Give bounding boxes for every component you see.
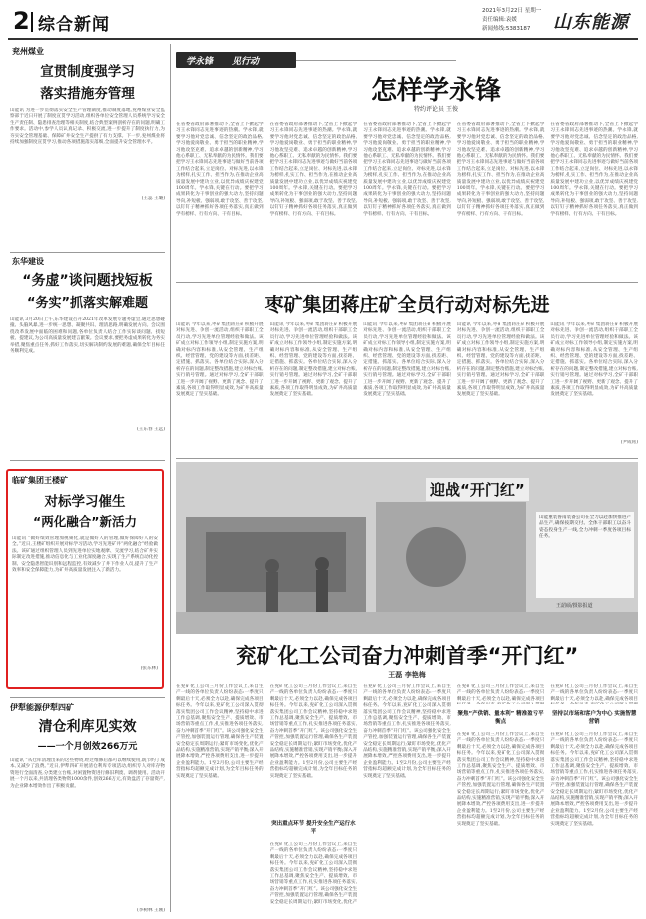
feature-banner-title: 迎战“开门红”: [426, 478, 529, 501]
column-body-text: 在省委省政府部署推动下,全省上下掀起学习王永锋同志先进事迹的热潮。学永锋,就要学习他对党忠诚、信念坚定的政治品格,学习他爱岗敬业、勇于担当的职业精神,学习他攻坚克难、追求卓越的创新精神,学习他心系职工、无私奉献的为民情怀。我们要把学习王永锋同志先进事迹与做好当前各项工作结合起来,立足岗位、对标先进,以永锋为榜样,扎实工作、担当作为,在推动企业高质量发展中建功立业,以优异成绩庆祝建党100周年。学永锋,关键在行动。要把学习成果转化为干事创业的强大动力,坚持问题导向,补短板、强弱项,敢于攻坚、善于攻坚,以钉钉子精神抓好各项任务落实,真正做到学有榜样、行有方向、干有目标。: [269, 122, 358, 217]
story-headline-line1: 清仓利库见实效: [38, 719, 137, 735]
story-byline: (王蕊 王璐): [141, 196, 165, 201]
story-body: 山能讯 为进一步贯彻落实安全生产管理制度,推动制度落地,兖州煤业安全监察部于近日开展了制度宣贯学习活动,组织各单位安全管理人员系统学习安全生产责任制、隐患排查治理等相关制度,结合典型案例剖析存在的问题,明确工作要求。活动中,参学人员认真记录、积极交流,进一步提升了制度执行力,为夯实安全管理基础、保障矿井安全生产提供了有力支撑。下一步,兖州煤业将持续加强制度宣贯学习,推动各项措施落实落细,全面提升安全管理水平。: [10, 108, 165, 146]
column-body-text: 在省委省政府部署推动下,全省上下掀起学习王永锋同志先进事迹的热潮。学永锋,就要学习他对党忠诚、信念坚定的政治品格,学习他爱岗敬业、勇于担当的职业精神,学习他攻坚克难、追求卓越的创新精神,学习他心系职工、无私奉献的为民情怀。我们要把学习王永锋同志先进事迹与做好当前各项工作结合起来,立足岗位、对标先进,以永锋为榜样,扎实工作、担当作为,在推动企业高质量发展中建功立业,以优异成绩庆祝建党100周年。学永锋,关键在行动。要把学习成果转化为干事创业的强大动力,坚持问题导向,补短板、强弱项,敢于攻坚、善于攻坚,以钉钉子精神抓好各项任务落实,真正做到学有榜样、行有方向、干有目标。: [550, 122, 638, 217]
right-divider-1: [176, 282, 638, 283]
feature-column-2: [270, 684, 358, 904]
story-headline-line2: 落实措施夯管理: [40, 86, 135, 102]
feature-column-3: [363, 684, 451, 904]
column-byline: 特约评论员 王俊: [414, 106, 458, 113]
story-body: 山能讯 “做好绩效管理加视频化,就是做好人的管理,做好保障好人的安全。”近日,王楼矿组织开展对标学习活动,学习先进矿井“两化融合”经验做法。该矿通过组织管理人员到先进单位实地观摩、交流学习,结合矿井实际制定改进措施,推动信息化与工业化深度融合,实现了生产系统自动化控制、安全隐患智能识别和远程监控,有效减少了井下作业人员,提升了生产效率和安全保障能力,为矿井高质量发展注入了新活力。: [12, 536, 158, 574]
section-title: 综合新闻: [38, 15, 110, 35]
feature-body-text: 在兖矿化工公司三月份工作会议上,来自生产一线的各单位负责人纷纷表态:一季度只剩最后十天,必须全力以赴,确保完成各项目: [456, 684, 545, 702]
story-body: 山能讯 今年以来,枣矿集团蒋庄矿积极开展对标先进、争创一流活动,组织干部职工全员行动,学习先进单位管理经验和做法。该矿成立对标工作领导小组,制定实施方案,明确对标内容和标准,从安全管理、生产组织、经营管理、党的建设等方面,找差距、定措施、抓落实。各单位结合实际,深入分析存在的问题,制定整改措施,建立对标台账,实行销号管理。通过对标学习,全矿干部职工进一步开阔了视野、更新了观念、提升了素质,各项工作取得明显成效,为矿井高质量发展奠定了坚实基础。: [456, 322, 545, 398]
feature-section: [176, 462, 638, 912]
story-body-columns: [176, 322, 638, 440]
feature-body-text: 在兖矿化工公司三月份工作会议上,来自生产一线的各单位负责人纷纷表态:一季度只剩最后十天,必须全力以赴,确保完成各项目标任务。今年以来,兖矿化工公司深入贯彻落实集团公司工作会议精神,坚持稳中求进工作总基调,聚焦安全生产、提质增效、市场营销等重点工作,扎实推进各项任务落实,奋力冲刺首季“开门红”。该公司强化安全生产管控,加强装置运行管理,确保各生产装置安全稳定长周期运行;紧盯市场变化,优化产品结构,实施精准营销,实现产销平衡;深入开展降本增效,严控各项费用支出,进一步提升企业盈利能力。1至2月份,公司主要生产经营指标均超额完成计划,为全年目标任务的实现奠定了坚实基础。: [176, 684, 264, 779]
story-headline-line1: 宣贯制度强学习: [40, 64, 135, 80]
column-title: 怎样学永锋: [370, 76, 501, 106]
feature-body-text: 在兖矿化工公司三月份工作会议上,来自生产一线的各单位负责人纷纷表态:一季度只剩最后十天,必须全力以赴,确保完成各项目标任务。今年以来,兖矿化工公司深入贯彻落实集团公司工作会议精神,坚持稳中求进工作总基调,聚焦安全生产、提质增效、市场营销等重点工作,扎实推进各项任务落实,奋力冲刺首季“开门红”。该公司强化安全生产管控,加强装置运行管理,确保各生产装置安全稳定长周期运行;紧盯市场变化,优化产品结构,实施精准营销,实现产销平衡;深入开展降本增效,严控各项费用支出,进一步提升企业盈利能力。1至2月份,公司主要生产经营指标均超额完成计划,为全年目标任务的实现奠定了坚实基础。: [269, 684, 358, 779]
story-byline: (张东林): [140, 666, 158, 671]
feature-subhead: 坚持以市场和客户为中心 实施智慧营销: [551, 711, 637, 725]
story-linkuang: [6, 469, 164, 689]
story-headline-line2: “两化融合”新活力: [33, 514, 137, 529]
story-body: 山能讯 今年以来,枣矿集团蒋庄矿积极开展对标先进、争创一流活动,组织干部职工全员行动,学习先进单位管理经验和做法。该矿成立对标工作领导小组,制定实施方案,明确对标内容和标准,从安全管理、生产组织、经营管理、党的建设等方面,找差距、定措施、抓落实。各单位结合实际,深入分析存在的问题,制定整改措施,建立对标台账,实行销号管理。通过对标学习,全矿干部职工进一步开阔了视野、更新了观念、提升了素质,各项工作取得明显成效,为矿井高质量发展奠定了坚实基础。: [363, 322, 451, 398]
feature-column-5: [550, 684, 638, 904]
page-masthead: [0, 0, 646, 42]
page-number-divider: [31, 12, 33, 32]
feature-body-text: 在兖矿化工公司三月份工作会议上,来自生产一线的各单位负责人纷纷表态:一季度只剩最后十天,必须全力以赴,确保完成各项目标任务。今年以来,兖矿化工公司深入贯彻落实集团公司工作会议精神,坚持稳中求进工作总基调,聚焦安全生产、提质增效、市场营销等重点工作,扎实推进各项任务落实,奋力冲刺首季“开门红”。该公司强化安全生产管控,加强装置运行管理,确保各生产装置安全稳定长周期运行;紧盯市场变化,优化产品结构,实施精准营销,实现产销平衡;深入开展降本增效,严控各项费用支出,进一步提升企业盈利能力。1至2月份,公司主要生产经营指标均超额完成计划,为全年目标任务的实现奠定了坚实基础。: [363, 684, 451, 779]
story-body: 山能讯 3月20日上午,东华建设召开2021年改革发展专题务虚会,通过思想碰撞、头脑风暴,进一步统一思想、凝聚共识、理清思路,明确发展方向。会议围绕改革发展中面临的困难和问题,各单位负责人结合工作实际谈问题、找短板、提建议,为公司高质量发展建言献策。会议要求,要把务虚成果转化为务实举措,聚焦重点任务,抓好工作落实,切实解决制约发展的难题,确保全年目标任务顺利完成。: [10, 317, 165, 355]
news-hotline: 新闻热线:5383187: [482, 26, 531, 32]
feature-subhead: 聚焦“产供销、量本利” 精准盈亏平衡点: [457, 711, 544, 725]
feature-body-text: 在兖矿化工公司三月份工作会议上,来自生产一线的各单位负责人纷纷表态:一季度只剩最后十天,必须全力以赴,确保完成各项目标任务。今年以来,兖矿化工公司深入贯彻落实集团公司工作会议精神,坚持稳中求进工作总基调,聚焦安全生产、提质增效、市场营销等重点工作,扎实推进各项任务落实,奋力冲刺首季“开门红”。该公司强化安全生产管控,加强装置运行管理,确保各生产装置安全稳定长周期运行;紧盯市场变化,优化产: [269, 842, 358, 904]
story-body: 山能讯 今年以来,枣矿集团蒋庄矿积极开展对标先进、争创一流活动,组织干部职工全员行动,学习先进单位管理经验和做法。该矿成立对标工作领导小组,制定实施方案,明确对标内容和标准,从安全管理、生产组织、经营管理、党的建设等方面,找差距、定措施、抓落实。各单位结合实际,深入分析存在的问题,制定整改措施,建立对标台账,实行销号管理。通过对标学习,全矿干部职工进一步开阔了视野、更新了观念、提升了素质,各项工作取得明显成效,为矿井高质量发展奠定了坚实基础。: [269, 322, 358, 398]
story-headline-line2: “务实”抓落实解难题: [26, 296, 149, 311]
story-headline-line1: 对标学习催生: [44, 494, 126, 510]
feature-headline: 兖矿化工公司奋力冲刺首季“开门红”: [235, 644, 579, 668]
left-divider-2: [10, 460, 165, 461]
column-divider: [170, 44, 171, 912]
photo-credit: 王韶硕/摄影报道: [556, 603, 593, 609]
masthead-rule: [8, 38, 638, 40]
story-body: 山能讯 “从仓库清理出来的这些物资,经过维修后都可以继续使用,既节约了成本,又减少了浪费。”近日,伊犁四矿开展清仓利库专项活动,组织专人对库存物资进行全面清查,分类建立台账,对闲置物资进行修旧利废、调剂使用。活动开展一个月以来,共清理各类物资1000余件,创效266万元,有效盘活了存量资产,为企业降本增效作出了积极贡献。: [10, 758, 165, 789]
column-body-text: 在省委省政府部署推动下,全省上下掀起学习王永锋同志先进事迹的热潮。学永锋,就要学习他对党忠诚、信念坚定的政治品格,学习他爱岗敬业、勇于担当的职业精神,学习他攻坚克难、追求卓越的创新精神,学习他心系职工、无私奉献的为民情怀。我们要把学习王永锋同志先进事迹与做好当前各项工作结合起来,立足岗位、对标先进,以永锋为榜样,扎实工作、担当作为,在推动企业高质量发展中建功立业,以优异成绩庆祝建党100周年。学永锋,关键在行动。要把学习成果转化为干事创业的强大动力,坚持问题导向,补短板、强弱项,敢于攻坚、善于攻坚,以钉钉子精神抓好各项任务落实,真正做到学有榜样、行有方向、干有目标。: [456, 122, 545, 217]
duty-editor: 责任编辑:袁媛: [482, 17, 517, 23]
story-unit: 伊犁能源伊犁四矿: [10, 703, 74, 712]
story-headline: 枣矿集团蒋庄矿全员行动对标先进: [264, 294, 550, 316]
story-byline: (李树林 王刚): [136, 908, 165, 913]
feature-column-1: [176, 684, 264, 904]
column-tag-primary: 学永锋: [186, 57, 214, 67]
story-body: 山能讯 今年以来,枣矿集团蒋庄矿积极开展对标先进、争创一流活动,组织干部职工全员行动,学习先进单位管理经验和做法。该矿成立对标工作领导小组,制定实施方案,明确对标内容和标准,从安全管理、生产组织、经营管理、党的建设等方面,找差距、定措施、抓落实。各单位结合实际,深入分析存在的问题,制定整改措施,建立对标台账,实行销号管理。通过对标学习,全矿干部职工进一步开阔了视野、更新了观念、提升了素质,各项工作取得明显成效,为矿井高质量发展奠定了坚实基础。: [176, 322, 264, 398]
commentary-section: [176, 46, 638, 276]
left-divider-3: [10, 697, 165, 698]
column-body: [176, 122, 638, 272]
photo-caption-box: [536, 512, 634, 598]
story-zaozhuang: [176, 288, 638, 448]
story-headline-line1: “务虚”谈问题找短板: [22, 273, 153, 289]
right-divider-2: [176, 458, 638, 459]
story-byline: (王东春 王远): [136, 427, 165, 432]
story-headline-line2: ——一个月创效266万元: [37, 742, 138, 752]
column-body-text: 在省委省政府部署推动下,全省上下掀起学习王永锋同志先进事迹的热潮。学永锋,就要学习他对党忠诚、信念坚定的政治品格,学习他爱岗敬业、勇于担当的职业精神,学习他攻坚克难、追求卓越的创新精神,学习他心系职工、无私奉献的为民情怀。我们要把学习王永锋同志先进事迹与做好当前各项工作结合起来,立足岗位、对标先进,以永锋为榜样,扎实工作、担当作为,在推动企业高质量发展中建功立业,以优异成绩庆祝建党100周年。学永锋,关键在行动。要把学习成果转化为干事创业的强大动力,坚持问题导向,补短板、强弱项,敢于攻坚、善于攻坚,以钉钉子精神抓好各项任务落实,真正做到学有榜样、行有方向、干有目标。: [363, 122, 451, 217]
feature-body-columns: [176, 684, 638, 904]
issue-date: 2021年3月22日 星期一: [482, 8, 542, 14]
paper-logo: 山东能源: [553, 12, 629, 33]
feature-body-text: 在兖矿化工公司三月份工作会议上,来自生产一线的各单位负责人纷纷表态:一季度只剩最后十天,必须全力以赴,确保完成各项目: [550, 684, 638, 702]
feature-column-4: [457, 684, 545, 904]
story-yiping: [10, 702, 165, 912]
story-unit: 临矿集团王楼矿: [12, 476, 68, 485]
feature-body-text: 在兖矿化工公司三月份工作会议上,来自生产一线的各单位负责人纷纷表态:一季度只剩最后十天,必须全力以赴,确保完成各项目标任务。今年以来,兖矿化工公司深入贯彻落实集团公司工作会议精神,坚持稳中求进工作总基调,聚焦安全生产、提质增效、市场营销等重点工作,扎实推进各项任务落实,奋力冲刺首季“开门红”。该公司强化安全生产管控,加强装置运行管理,确保各生产装置安全稳定长周期运行;紧盯市场变化,优化产品结构,实施精准营销,实现产销平衡;深入开展降本增效,严控各项费用支出,进一步提升企业盈利能力。1至2月份,公司主要生产经营指标均超额完成计划,为全年目标任务的实现奠定了坚实基础。: [550, 732, 638, 827]
left-divider-1: [10, 252, 165, 253]
column-tag: [176, 52, 296, 68]
story-unit: 东华建设: [12, 257, 44, 266]
story-yankuang: [10, 46, 165, 206]
column-tag-line: [296, 60, 456, 61]
photo-caption: 山能重装鲁南装备公司在全力以赴加快推进产品生产,确保按期交付。全体干部职工以奋斗姿态投身生产一线,全力冲刺一季度各项目标任务。: [539, 515, 631, 540]
story-dongtan: [10, 256, 165, 446]
story-byline: (尹成铭): [620, 440, 638, 445]
page-number: 2: [13, 7, 30, 35]
column-body-text: 在省委省政府部署推动下,全省上下掀起学习王永锋同志先进事迹的热潮。学永锋,就要学习他对党忠诚、信念坚定的政治品格,学习他爱岗敬业、勇于担当的职业精神,学习他攻坚克难、追求卓越的创新精神,学习他心系职工、无私奉献的为民情怀。我们要把学习王永锋同志先进事迹与做好当前各项工作结合起来,立足岗位、对标先进,以永锋为榜样,扎实工作、担当作为,在推动企业高质量发展中建功立业,以优异成绩庆祝建党100周年。学永锋,关键在行动。要把学习成果转化为干事创业的强大动力,坚持问题导向,补短板、强弱项,敢于攻坚、善于攻坚,以钉钉子精神抓好各项任务落实,真正做到学有榜样、行有方向、干有目标。: [176, 122, 264, 217]
feature-body-text: 在兖矿化工公司三月份工作会议上,来自生产一线的各单位负责人纷纷表态:一季度只剩最后十天,必须全力以赴,确保完成各项目标任务。今年以来,兖矿化工公司深入贯彻落实集团公司工作会议精神,坚持稳中求进工作总基调,聚焦安全生产、提质增效、市场营销等重点工作,扎实推进各项任务落实,奋力冲刺首季“开门红”。该公司强化安全生产管控,加强装置运行管理,确保各生产装置安全稳定长周期运行;紧盯市场变化,优化产品结构,实施精准营销,实现产销平衡;深入开展降本增效,严控各项费用支出,进一步提升企业盈利能力。1至2月份,公司主要生产经营指标均超额完成计划,为全年目标任务的实现奠定了坚实基础。: [456, 732, 545, 827]
feature-subhead: 突出重点环节 提升安全生产运行水平: [271, 821, 356, 835]
story-body: 山能讯 今年以来,枣矿集团蒋庄矿积极开展对标先进、争创一流活动,组织干部职工全员行动,学习先进单位管理经验和做法。该矿成立对标工作领导小组,制定实施方案,明确对标内容和标准,从安全管理、生产组织、经营管理、党的建设等方面,找差距、定措施、抓落实。各单位结合实际,深入分析存在的问题,制定整改措施,建立对标台账,实行销号管理。通过对标学习,全矿干部职工进一步开阔了视野、更新了观念、提升了素质,各项工作取得明显成效,为矿井高质量发展奠定了坚实基础。: [550, 322, 638, 398]
story-unit: 兖州煤业: [12, 47, 44, 56]
feature-photo: [176, 462, 638, 634]
feature-byline: 王磊 李艳梅: [388, 671, 426, 679]
column-tag-secondary: 见行动: [232, 57, 260, 67]
